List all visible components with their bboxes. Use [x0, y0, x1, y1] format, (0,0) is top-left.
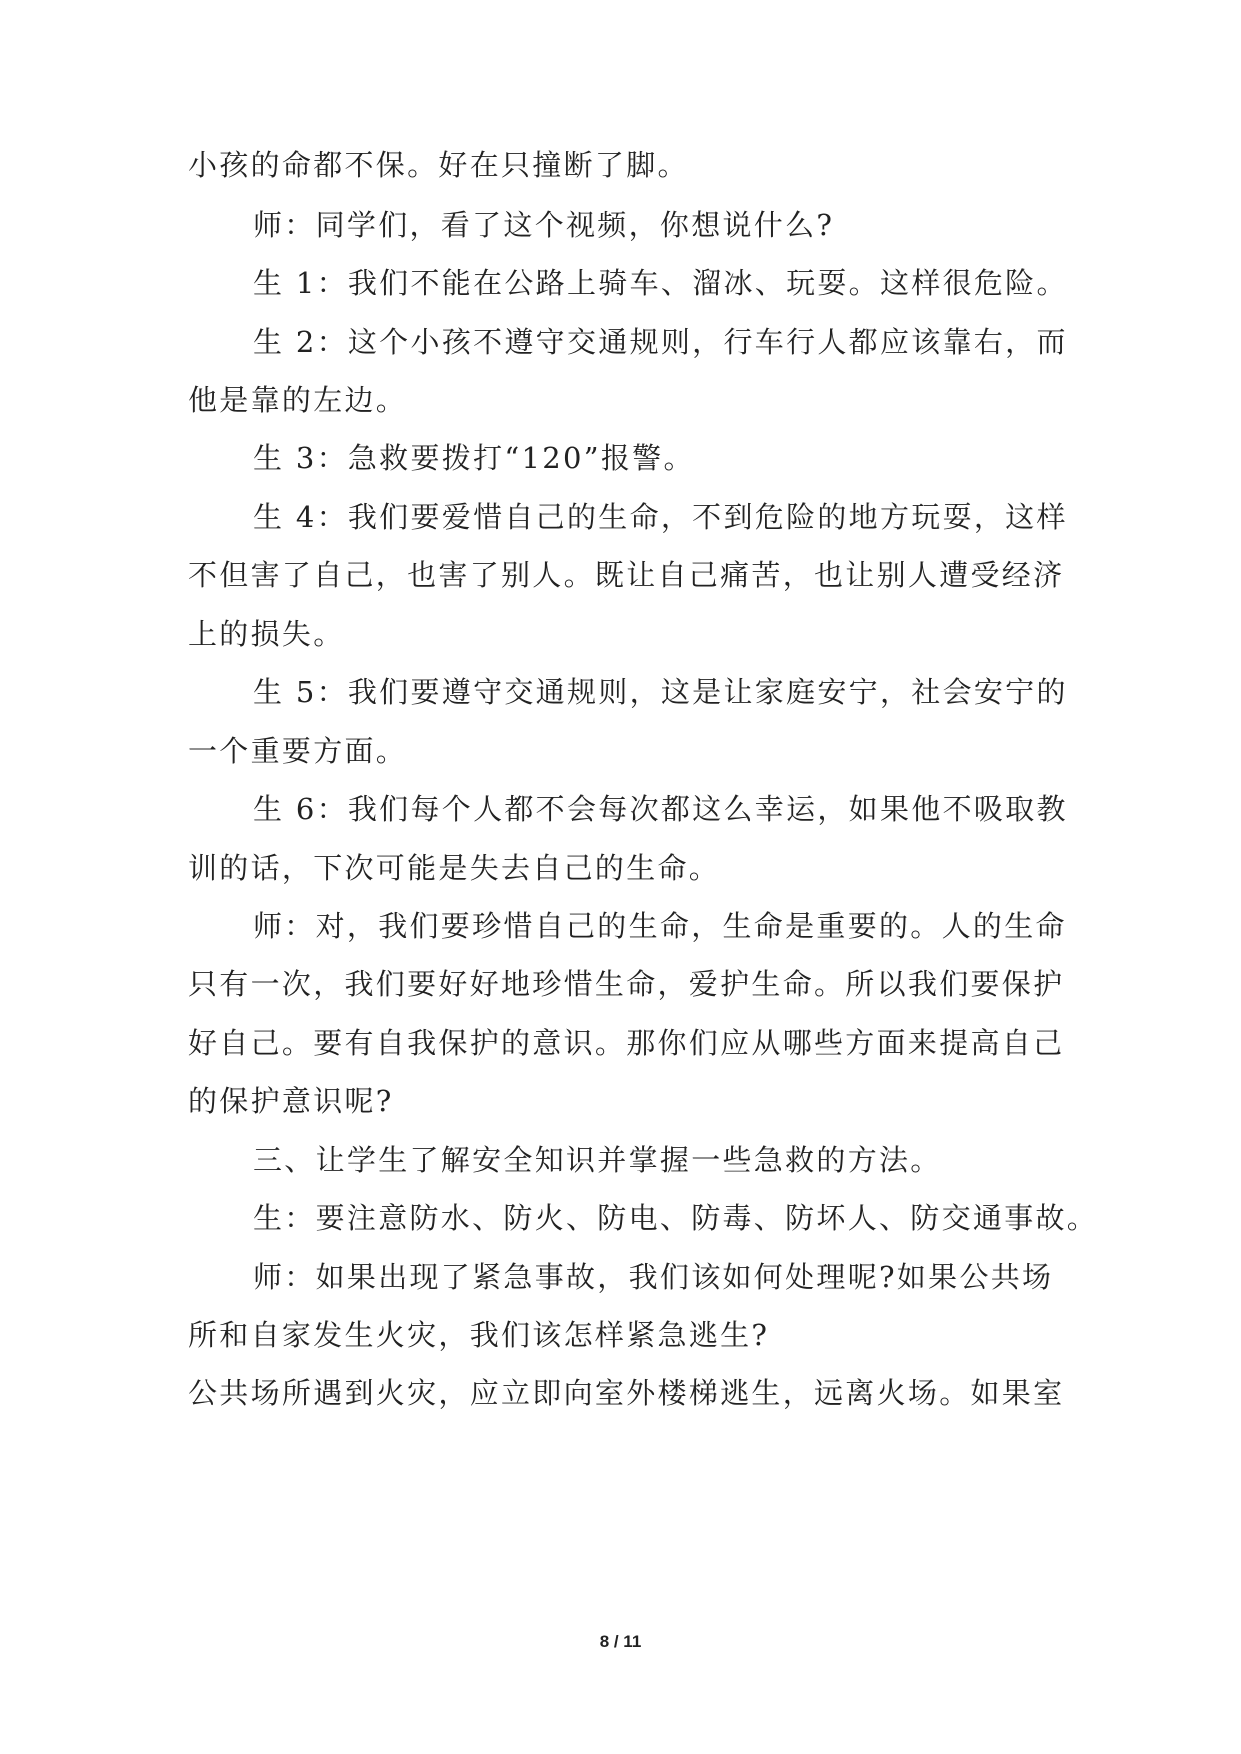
text-line: 生 6：我们每个人都不会每次都这么幸运，如果他不吸取教 — [253, 792, 1068, 826]
text-line: 生 1：我们不能在公路上骑车、溜冰、玩耍。这样很危险。 — [253, 266, 1068, 300]
text-line: 生 5：我们要遵守交通规则，这是让家庭安宁，社会安宁的 — [253, 675, 1068, 709]
text-line: 生：要注意防水、防火、防电、防毒、防坏人、防交通事故。 — [253, 1201, 1099, 1235]
text-line: 生 2：这个小孩不遵守交通规则，行车行人都应该靠右，而 — [253, 325, 1068, 359]
section-heading: 三、让学生了解安全知识并掌握一些急救的方法。 — [253, 1143, 942, 1177]
text-line: 师：对，我们要珍惜自己的生命，生命是重要的。人的生命 — [253, 909, 1067, 943]
text-line: 训的话，下次可能是失去自己的生命。 — [188, 851, 721, 885]
text-line: 的保护意识呢? — [188, 1084, 394, 1118]
text-line: 师：同学们，看了这个视频，你想说什么? — [253, 208, 835, 242]
text-line: 他是靠的左边。 — [188, 383, 408, 417]
text-line: 生 4：我们要爱惜自己的生命，不到危险的地方玩耍，这样 — [253, 500, 1068, 534]
text-line: 不但害了自己，也害了别人。既让自己痛苦，也让别人遭受经济 — [188, 558, 1065, 592]
page-number: 8 / 11 — [599, 1632, 642, 1651]
text-line: 上的损失。 — [188, 617, 345, 651]
text-line: 一个重要方面。 — [188, 734, 408, 768]
text-line: 生 3：急救要拨打“120”报警。 — [253, 441, 695, 475]
text-line: 公共场所遇到火灾，应立即向室外楼梯逃生，远离火场。如果室 — [188, 1376, 1065, 1410]
text-line: 所和自家发生火灾，我们该怎样紧急逃生? — [188, 1318, 770, 1352]
text-line: 只有一次，我们要好好地珍惜生命，爱护生命。所以我们要保护 — [188, 967, 1065, 1001]
text-line: 好自己。要有自我保护的意识。那你们应从哪些方面来提高自己 — [188, 1026, 1065, 1060]
text-line: 小孩的命都不保。好在只撞断了脚。 — [188, 148, 689, 182]
text-line: 师：如果出现了紧急事故，我们该如何处理呢?如果公共场 — [253, 1260, 1054, 1294]
